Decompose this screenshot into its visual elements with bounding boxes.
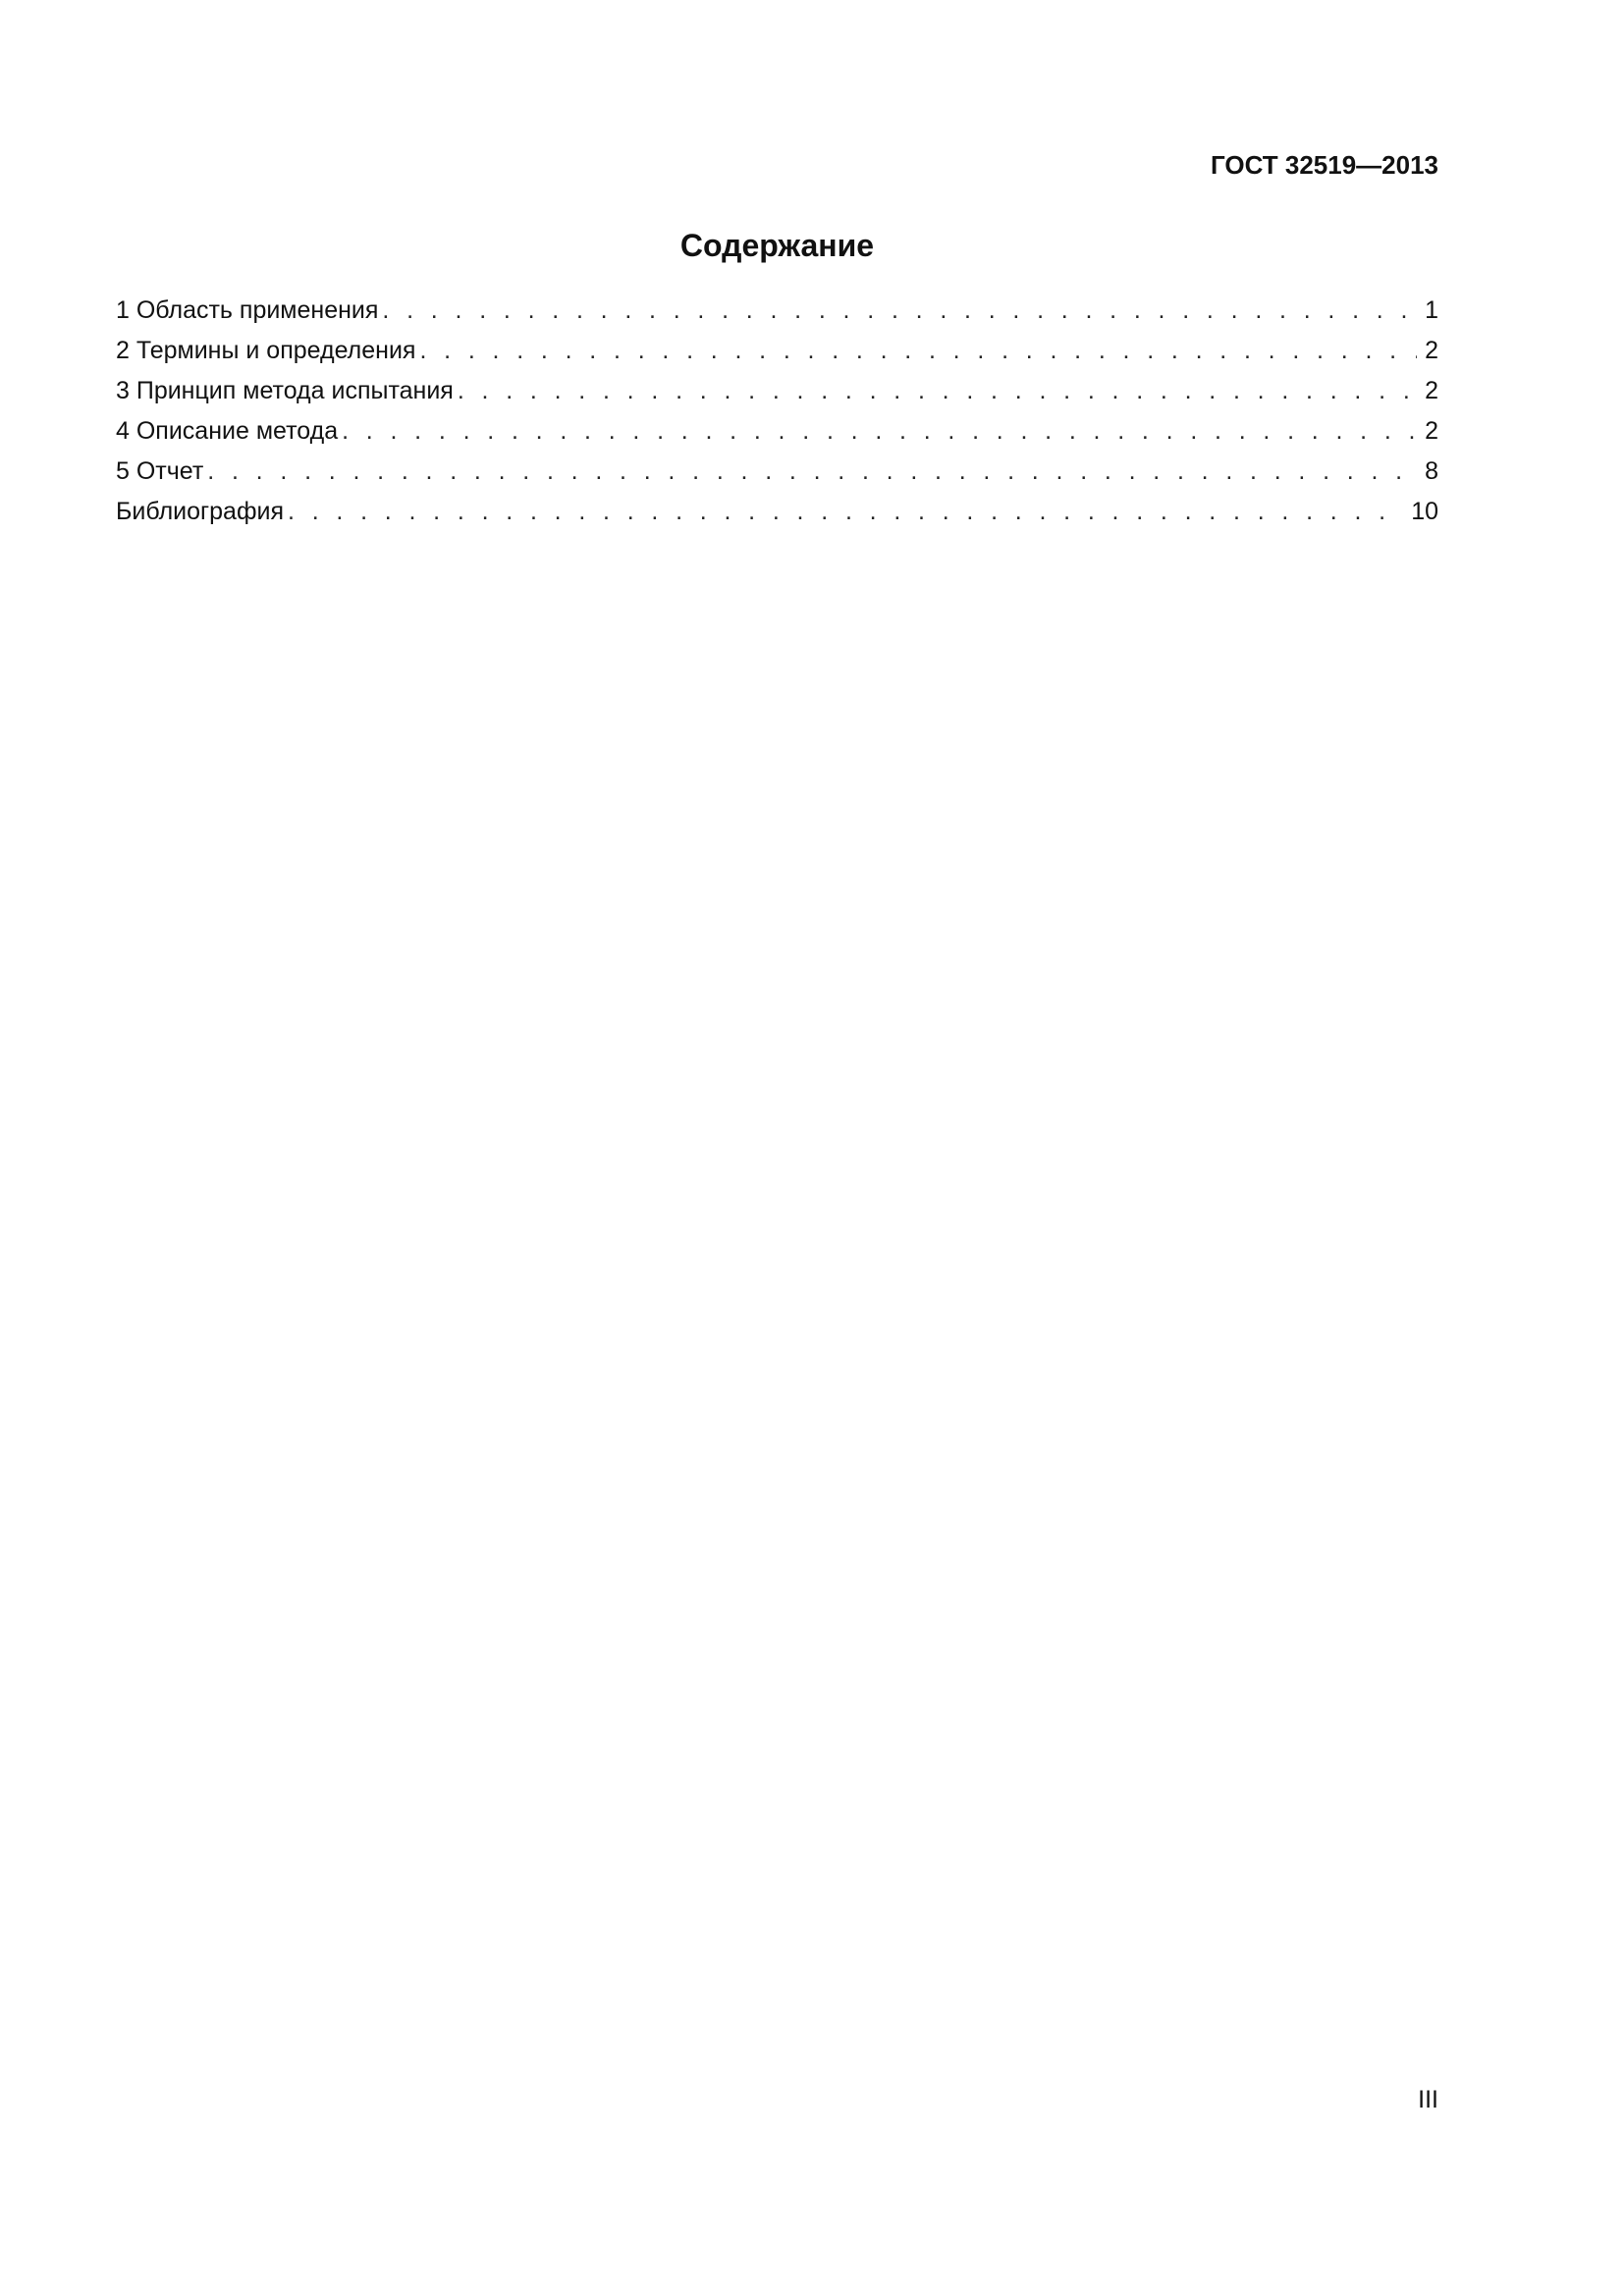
toc-entry-label: 4 Описание метода — [116, 417, 339, 445]
standard-designation: ГОСТ 32519—2013 — [1211, 150, 1438, 180]
toc-entry-label: Библиография — [116, 498, 285, 525]
toc-entry-scope[interactable] — [116, 291, 1438, 331]
toc-entry-page: 2 — [1425, 337, 1438, 364]
toc-entry-label: 2 Термины и определения — [116, 337, 416, 364]
page-number: III — [1418, 2086, 1438, 2113]
toc-dot-leader — [419, 331, 1417, 371]
toc-entry-page: 10 — [1411, 498, 1438, 525]
toc-entry-label: 5 Отчет — [116, 457, 204, 485]
toc-entry-label: 3 Принцип метода испытания — [116, 377, 454, 404]
toc-dot-leader — [382, 291, 1417, 331]
toc-entry-bibliography[interactable] — [116, 492, 1438, 532]
toc-entry-page: 8 — [1425, 457, 1438, 485]
toc-entry-terms[interactable] — [116, 331, 1438, 371]
toc-dot-leader — [342, 411, 1417, 452]
toc-entry-page: 1 — [1425, 296, 1438, 324]
toc-entry-label: 1 Область применения — [116, 296, 379, 324]
table-of-contents — [116, 291, 1438, 532]
toc-entry-method[interactable] — [116, 411, 1438, 452]
toc-entry-principle[interactable] — [116, 371, 1438, 411]
toc-entry-page: 2 — [1425, 377, 1438, 404]
toc-entry-page: 2 — [1425, 417, 1438, 445]
toc-dot-leader — [288, 492, 1403, 532]
toc-entry-report[interactable] — [116, 452, 1438, 492]
toc-dot-leader — [207, 452, 1417, 492]
toc-dot-leader — [458, 371, 1417, 411]
toc-title: Содержание — [679, 228, 875, 263]
